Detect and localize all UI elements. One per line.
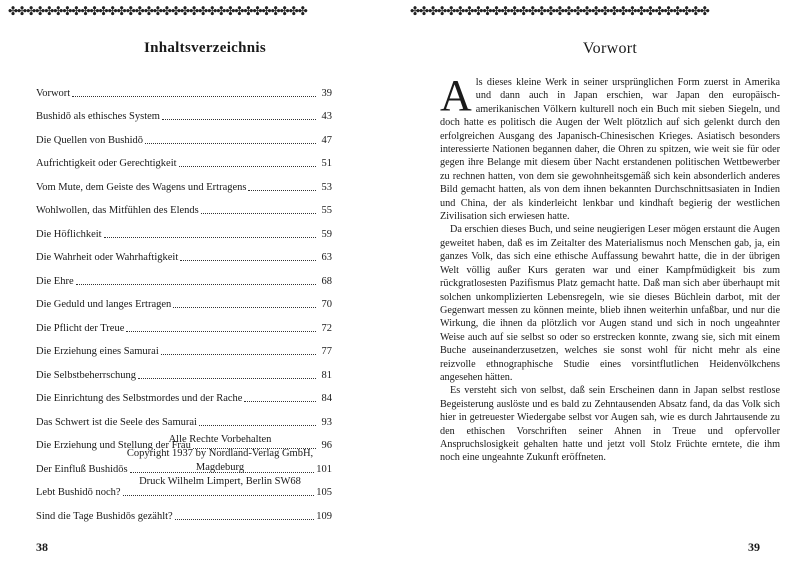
toc-leader-dots — [173, 306, 316, 308]
toc-leader-dots — [199, 424, 316, 426]
toc-entry-page: 39 — [321, 87, 332, 99]
toc-leader-dots — [162, 118, 316, 120]
page-title-vorwort: Vorwort — [582, 40, 638, 57]
toc-entry-page: 53 — [321, 181, 332, 193]
page-number-right: 39 — [748, 540, 760, 554]
toc-leader-dots — [161, 353, 316, 355]
toc-entry-page: 77 — [321, 346, 332, 357]
toc-leader-dots — [244, 400, 316, 402]
toc-entry-title: Die Erziehung eines Samurai — [36, 346, 159, 357]
imprint-rights: Alle Rechte Vorbehalten — [168, 434, 272, 445]
toc-entry-page: 72 — [321, 322, 332, 334]
toc-entry[interactable] — [36, 288, 332, 312]
toc-entry-title: Sind die Tage Bushidōs gezählt? — [36, 510, 173, 522]
drop-cap: A — [440, 71, 472, 120]
paragraph: Es versteht sich von selbst, daß sein Erscheinen dann in Japan selbst restlose Begeisterung auslöste und es bald zu Zehntausenden Absatz fand, da das Volk sich hier in getreuester Wiedergabe selbst vor Augen sah, wie es durch Jahrtausende zu den ethischen Vorschriften seiner Ahnen in Treue und opfervoller Anspruchslosigkeit gehalten hatte und jetzt voll Stolz Früchte erntete, die ihm noch eine ungeahnte Zukunft eröffneten. — [440, 385, 780, 464]
toc-leader-dots — [76, 283, 316, 285]
toc-entry-title: Lebt Bushidō noch? — [36, 487, 121, 498]
page-title-toc: Inhaltsverzeichnis — [143, 40, 267, 56]
toc-entry-title: Der Einfluß Bushidōs — [36, 463, 128, 475]
paragraph-text: ls dieses kleine Werk in seiner ursprünglichen Form zuerst in Amerika und dann auch in Japan erschien, war Japan den europäisch-amerikanischen Völkern kulturell noch ein Buch mit sieben Siegeln, und doch hatte es politisch die Augen der Welt plötzlich auf sich gelenkt durch den erfolgreichen Ausgang des Japanisch-Chinesischen Krieges. Asiatisch besonders interessierte Nationen begannen daher, die Ohren zu spitzen, wie weit sie für oder gegen ihre Belange mit diesem über Nacht erstandenen politischen Wettbewerber zu rechnen hatten, von dem sie gewohnheitsgemäß sich kein absonderlich anderes Bild gemacht hatten, als von dem ihnen bekannten Durchschnittsasiaten in Indien und China, der als kinderleicht lenkbar und kindhaft begierig der westlichen Zivilisation sich erwiesen hatte. — [440, 77, 780, 223]
toc-entry-page: 109 — [316, 510, 332, 522]
toc-entry-page: 93 — [321, 416, 332, 428]
toc-entry-page: 81 — [321, 369, 332, 381]
toc-entry-page: 84 — [321, 393, 332, 404]
toc-entry-title: Die Wahrheit oder Wahrhaftigkeit — [36, 252, 179, 263]
toc-leader-dots — [180, 259, 316, 261]
toc-leader-dots — [145, 142, 316, 144]
toc-entry-title: Die Ehre — [36, 275, 74, 287]
imprint-printer: Druck Wilhelm Limpert, Berlin SW68 — [139, 476, 301, 487]
toc-entry-title: Die Erziehung und Stellung der Frau — [36, 440, 191, 451]
toc-entry[interactable] — [36, 264, 332, 288]
toc-entry[interactable] — [36, 170, 332, 194]
toc-entry-title: Die Selbstbeherrschung — [36, 369, 137, 381]
toc-entry-title: Die Einrichtung des Selbstmordes und der Rache — [36, 393, 243, 404]
toc-leader-dots — [248, 189, 316, 191]
toc-entry-page: 101 — [316, 463, 332, 475]
toc-entry-page: 105 — [316, 487, 332, 498]
page-number-left: 38 — [36, 540, 48, 554]
toc-entry-title: Die Geduld und langes Ertragen — [36, 299, 172, 310]
toc-entry-page: 70 — [321, 299, 332, 310]
toc-entry[interactable] — [36, 147, 332, 171]
toc-entry-page: 59 — [321, 228, 332, 240]
toc-leader-dots — [175, 518, 315, 520]
toc-entry-page: 51 — [321, 158, 332, 169]
toc-entry-title: Die Pflicht der Treue — [36, 322, 125, 334]
header-ornament-right: ✤✤✤✤✤✤✤✤✤✤✤✤✤✤✤✤✤✤✤✤✤✤✤✤✤✤✤✤✤✤✤✤✤ — [410, 4, 709, 18]
toc-leader-dots — [126, 330, 316, 332]
toc-entry-page: 43 — [321, 111, 332, 122]
paragraph — [440, 71, 780, 223]
toc-entry-title: Vom Mute, dem Geiste des Wagens und Ertragens — [36, 181, 247, 193]
toc-entry-title: Aufrichtigkeit oder Gerechtigkeit — [36, 158, 177, 169]
toc-entry[interactable] — [36, 358, 332, 382]
toc-entry-page: 68 — [321, 275, 332, 287]
toc-entry-page: 55 — [321, 205, 332, 216]
header-ornament-left: ✤✤✤✤✤✤✤✤✤✤✤✤✤✤✤✤✤✤✤✤✤✤✤✤✤✤✤✤✤✤✤✤✤ — [8, 4, 307, 18]
toc-leader-dots — [138, 377, 316, 379]
toc-entry[interactable] — [36, 382, 332, 406]
toc-entry[interactable] — [36, 241, 332, 265]
toc-entry[interactable] — [36, 123, 332, 147]
paragraph: Da erschien dieses Buch, und seine neugierigen Leser mögen erstaunt die Augen geweitet haben, daß es im Zeitalter des Materialismus noch Menschen gab, ja, ein ganzes Volk, das sich eine ethische Auffassung bewahrt hatte, die in der übrigen Welt völlig außer Kurs geraten war und einer Kampfmüdigkeit bis zum rückgratlosesten Pazifismus Platz gemacht hatte. Daß man sich aber überhaupt mit solchen unkomplizierten Lebensregeln, wie sie dieses Büchlein darbot, mit der Gegenwart messen zu können meinte, blieb ihnen weiterhin unfaßbar, und nur die Wirkung, die ihnen da plötzlich vor Augen stand und sich in noch ungeahnter Weise auch auf sie selbst so oder so erstrecken konnte, zwang sie, sich mit einem Buche auseinanderzusetzen, welches sie sonst wohl für nicht mehr als eine reizvolle ethnographische Studie eines vorsintflutlichen Heidenvölkchens angesehen hätten. — [440, 224, 780, 383]
toc-leader-dots — [72, 95, 316, 97]
toc-entry-title: Wohlwollen, das Mitfühlen des Elends — [36, 205, 199, 216]
toc-entry[interactable] — [36, 100, 332, 124]
toc-entry-title: Die Höflichkeit — [36, 228, 102, 240]
toc-leader-dots — [123, 494, 315, 496]
toc-entry[interactable] — [36, 311, 332, 335]
toc-entry[interactable] — [36, 217, 332, 241]
toc-entry-page: 96 — [321, 440, 332, 451]
toc-entry[interactable] — [36, 405, 332, 429]
toc-entry-title: Das Schwert ist die Seele des Samurai — [36, 416, 197, 428]
imprint-city: Magdeburg — [195, 462, 245, 473]
toc-entry[interactable] — [36, 76, 332, 100]
toc-entry-title: Bushidō als ethisches System — [36, 111, 160, 122]
imprint — [110, 433, 330, 489]
toc-entry-page: 63 — [321, 252, 332, 263]
toc-leader-dots — [104, 236, 316, 238]
vorwort-body — [440, 71, 780, 465]
toc-entry[interactable] — [36, 194, 332, 218]
toc-entry[interactable] — [36, 499, 332, 523]
imprint-copyright: Copyright 1937 by Nordland-Verlag GmbH, — [126, 448, 314, 459]
toc-leader-dots — [179, 165, 316, 167]
toc-entry-title: Die Quellen von Bushidō — [36, 134, 144, 146]
toc-entry-title: Vorwort — [36, 87, 71, 99]
toc-entry[interactable] — [36, 335, 332, 359]
toc-leader-dots — [201, 212, 316, 214]
toc-entry-page: 47 — [321, 134, 332, 146]
